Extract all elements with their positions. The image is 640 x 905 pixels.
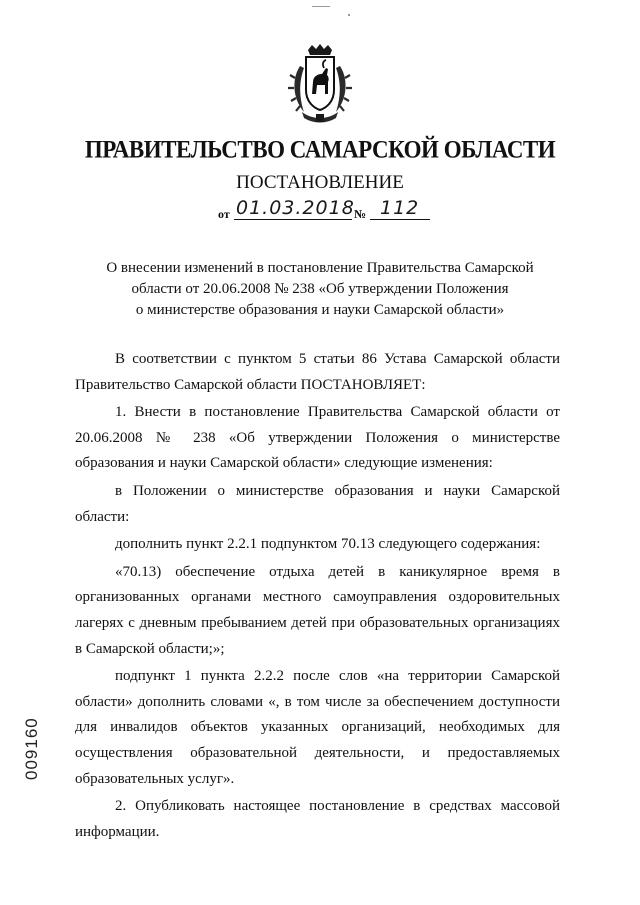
scan-speck <box>312 6 330 7</box>
number-underline <box>370 219 430 220</box>
subject-line: О внесении изменений в постановление Правительства Самарской <box>106 260 534 276</box>
paragraph-regulation: в Положении о министерстве образования и науки Самарской области: <box>75 482 560 525</box>
paragraph-preamble: В соответствии с пунктом 5 статьи 86 Устава Самарской области Правительство Самарской области ПОСТАНОВЛЯЕТ: <box>75 351 560 393</box>
document-subject <box>60 258 580 321</box>
document-body <box>75 347 560 845</box>
number-prefix: № <box>354 207 367 221</box>
paragraph-item-2: 2. Опубликовать настоящее постановление в средствах массовой информации. <box>75 798 560 840</box>
paragraph-70-13: «70.13) обеспечение отдыха детей в каникулярное время в организованных органами местного самоуправления оздоровительных лагерях с дневным пребыванием детей при образовательных организациях в Самарской области;»; <box>75 563 560 657</box>
samara-coat-of-arms-icon <box>286 44 354 124</box>
date-prefix: от <box>218 207 230 221</box>
paragraph-2-2-2: подпункт 1 пункта 2.2.2 после слов «на территории Самарской области» дополнить словами «, в том числе за обеспечением доступности для инвалидов объектов указанных организаций, необходимых для осуществления образовательной деятельности, и предоставляемых образовательных услуг». <box>75 668 560 787</box>
handwritten-number: 112 <box>380 197 420 219</box>
subject-line: о министерстве образования и науки Самарской области» <box>135 302 505 318</box>
registration-number: 009160 <box>22 717 41 780</box>
handwritten-date: 01.03.2018 <box>236 197 355 219</box>
scan-speck <box>348 14 350 16</box>
government-title: ПРАВИТЕЛЬСТВО САМАРСКОЙ ОБЛАСТИ <box>84 135 556 163</box>
date-number-line <box>218 199 438 223</box>
paragraph-supplement: дополнить пункт 2.2.1 подпунктом 70.13 следующего содержания: <box>115 536 541 553</box>
subject-line: области от 20.06.2008 № 238 «Об утверждении Положения <box>131 281 509 297</box>
date-underline <box>234 219 352 220</box>
paragraph-item-1: 1. Внести в постановление Правительства Самарской области от 20.06.2008 № 238 «Об утверждении Положения о министерстве образования и науки Самарской области» следующие изменения: <box>75 404 560 472</box>
document-type: ПОСТАНОВЛЕНИЕ <box>236 172 404 193</box>
